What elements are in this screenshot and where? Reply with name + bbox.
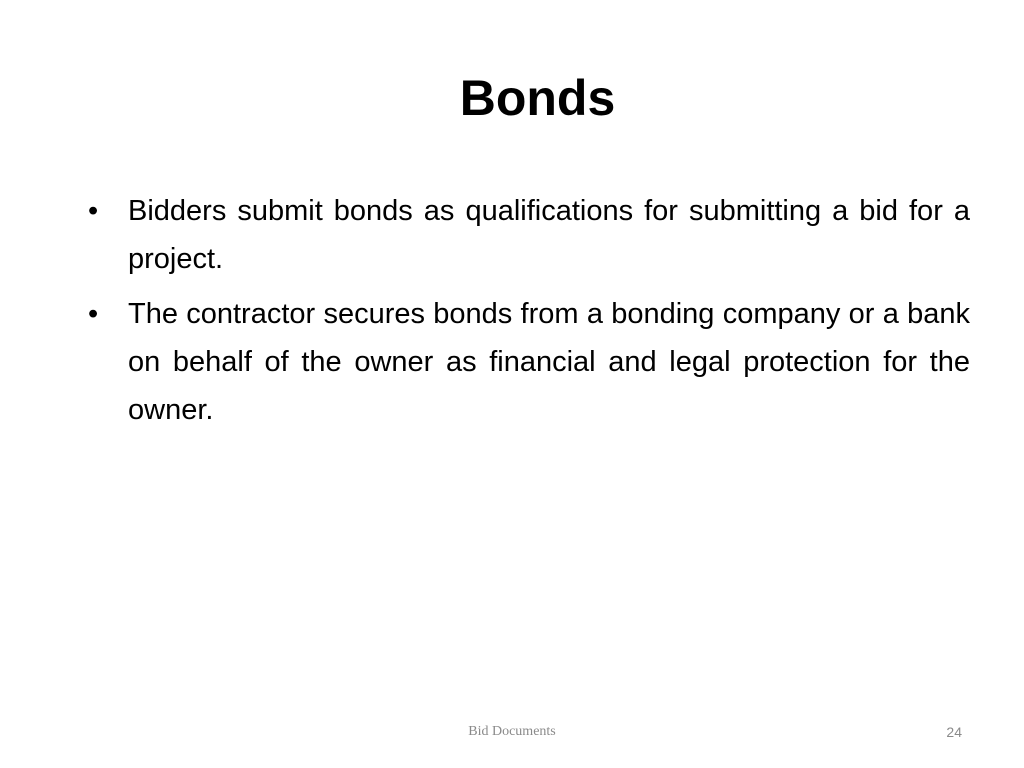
bullet-icon: • <box>88 298 99 330</box>
page-number: 24 <box>946 724 962 740</box>
bullet-list <box>88 187 970 441</box>
bullet-icon: • <box>88 195 99 227</box>
bullet-text: The contractor secures bonds from a bonding company or a bank on behalf of the owner as financial and legal protection for the owner. <box>128 298 970 426</box>
footer-text: Bid Documents <box>468 724 556 739</box>
slide-title: Bonds <box>459 70 616 126</box>
bullet-item <box>88 187 970 283</box>
bullet-item <box>88 290 970 434</box>
bullet-text: Bidders submit bonds as qualifications for submitting a bid for a project. <box>128 195 970 275</box>
